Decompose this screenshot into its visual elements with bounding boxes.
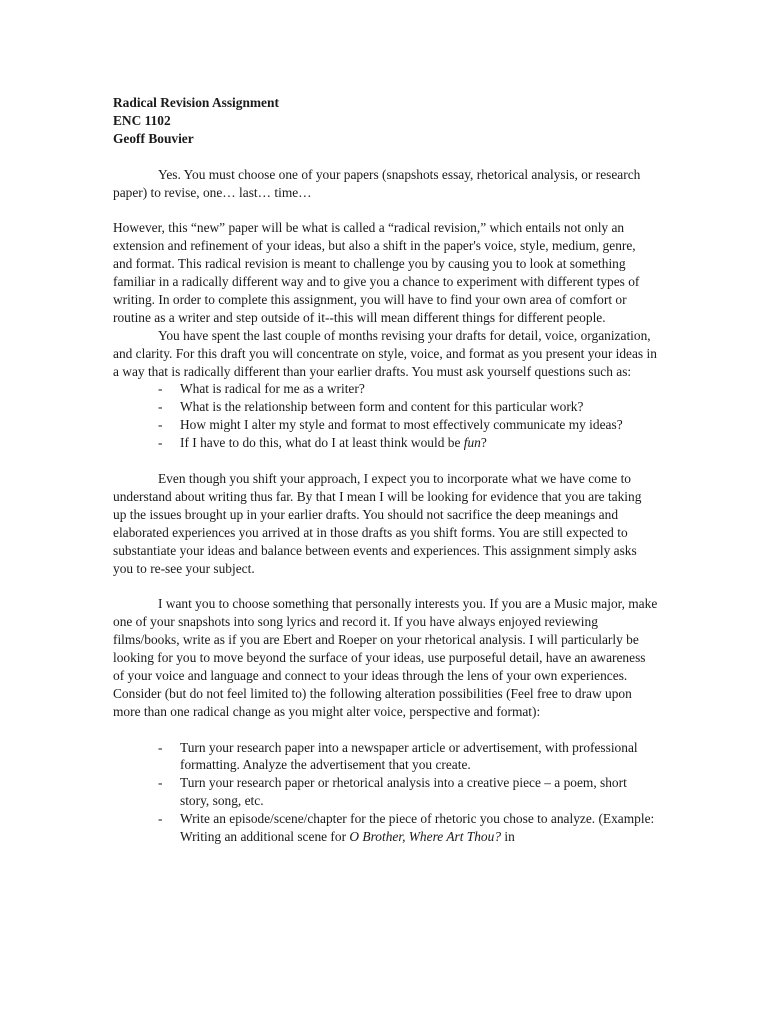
- dash-bullet: -: [158, 811, 163, 827]
- list-item: [113, 810, 658, 846]
- list-item: [113, 774, 658, 810]
- list-item-text: Write an episode/scene/chapter for the piece of rhetoric you chose to analyze. (Example: Writing an additional scene for: [180, 811, 655, 845]
- dash-bullet: -: [158, 775, 163, 791]
- emphasis-text: fun: [463, 435, 481, 451]
- paragraph-intro: Yes. You must choose one of your papers (snapshots essay, rhetorical analysis, or research paper) to revise, one… last… time…: [113, 166, 641, 200]
- dash-bullet: -: [158, 435, 163, 451]
- paragraph-personal-interest: I want you to choose something that personally interests you. If you are a Music major, make one of your snapshots into song lyrics and record it. If you have always enjoyed reviewing films/books, write as if you are Ebert and Roeper on your rhetorical analysis. I will particularly be looking for you to move beyond the surface of your ideas, use purposeful detail, have an awareness of your voice and language and connect to your ideas through the lens of your own experiences. Consider (but do not feel limited to) the following alteration possibilities (Feel free to draw upon more than one radical change as you might alter voice, perspective and format):: [113, 596, 658, 719]
- questions-list: [113, 380, 658, 452]
- list-item-text: Turn your research paper into a newspaper article or advertisement, with professional formatting. Analyze the advertisement that you create.: [180, 739, 638, 773]
- paragraph-expectations: Even though you shift your approach, I expect you to incorporate what we have come to understand about writing thus far. By that I mean I will be looking for evidence that you are taking up the issues brought up in your earlier drafts. You should not sacrifice the deep meanings and elaborated experiences you arrived at in those drafts as you shift forms. You are still expected to substantiate your ideas and balance between events and experiences. This assignment simply asks you to re-see your subject.: [113, 470, 642, 576]
- list-item-text: If I have to do this, what do I at least think would be: [180, 435, 464, 451]
- course-code: ENC 1102: [113, 112, 171, 128]
- list-item-text: in: [501, 829, 515, 845]
- list-item-text: What is radical for me as a writer?: [180, 381, 365, 397]
- emphasis-text: O Brother, Where Art Thou?: [349, 829, 502, 845]
- list-item: [113, 380, 658, 398]
- dash-bullet: -: [158, 381, 163, 397]
- possibilities-list: [113, 739, 658, 846]
- dash-bullet: -: [158, 417, 163, 433]
- author-name: Geoff Bouvier: [113, 130, 194, 146]
- assignment-title: Radical Revision Assignment: [113, 95, 279, 110]
- list-item: [113, 739, 658, 775]
- list-item: [113, 416, 658, 434]
- list-item: [113, 398, 658, 416]
- list-item: [113, 434, 658, 452]
- paragraph-style-voice: You have spent the last couple of months revising your drafts for detail, voice, organization, and clarity. For this draft you will concentrate on style, voice, and format as you present your ideas in a way that is radically different than your earlier drafts. You must ask yourself questions such as:: [113, 327, 657, 379]
- dash-bullet: -: [158, 739, 163, 755]
- list-item-text: What is the relationship between form and content for this particular work?: [180, 399, 584, 415]
- list-item-text: Turn your research paper or rhetorical analysis into a creative piece – a poem, short story, song, etc.: [180, 775, 627, 809]
- list-item-text: How might I alter my style and format to most effectively communicate my ideas?: [180, 417, 623, 433]
- document-page: [113, 94, 658, 846]
- paragraph-radical-revision: However, this “new” paper will be what is called a “radical revision,” which entails not only an extension and refinement of your ideas, but also a shift in the paper's voice, style, medium, genre, and format. This radical revision is meant to challenge you by causing you to look at something familiar in a radically different way and to give you a chance to experiment with different types of writing. In order to complete this assignment, you will have to find your own area of comfort or routine as a writer and step outside of it--this will mean different things for different people.: [113, 220, 640, 325]
- list-item-text: ?: [480, 435, 487, 451]
- dash-bullet: -: [158, 399, 163, 415]
